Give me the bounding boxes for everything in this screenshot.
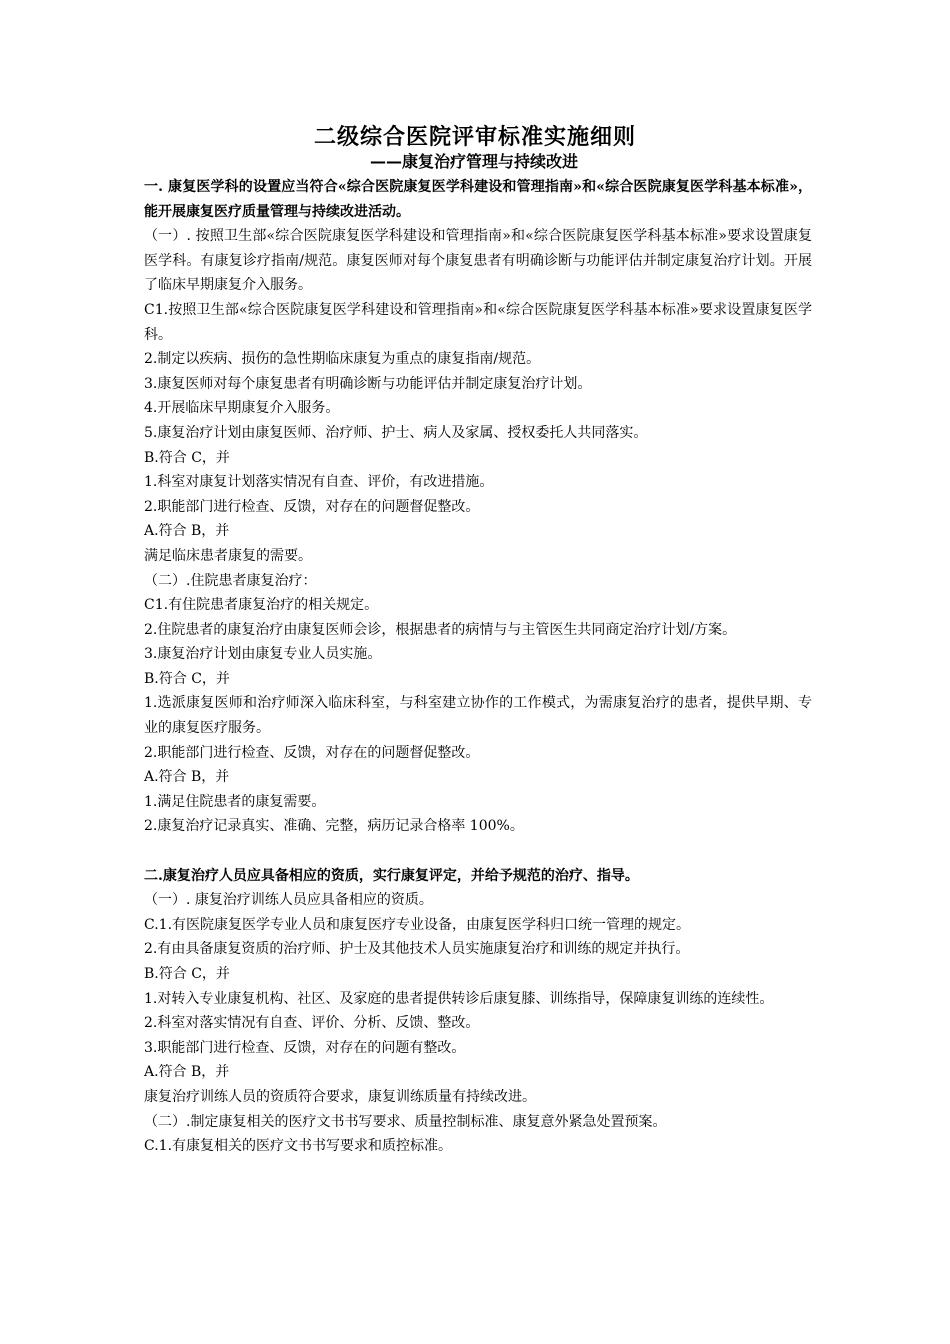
paragraph: A.符合 B，并: [144, 523, 230, 540]
paragraph: 1.满足住院患者的康复需要。: [144, 793, 326, 810]
paragraph: A.符合 B，并: [144, 1064, 230, 1081]
paragraph: （二）.制定康复相关的医疗文书书写要求、质量控制标准、康复意外紧急处置预案。: [144, 1113, 667, 1130]
paragraph: 4.开展临床早期康复介入服务。: [144, 400, 340, 417]
section-heading: 一. 康复医学科的设置应当符合«综合医院康复医学科建设和管理指南»和«综合医院康复医学科基本标准»，能开展康复医疗质量管理与持续改进活动。: [144, 179, 812, 220]
paragraph: B.符合 C，并: [144, 670, 230, 687]
paragraph: 康复治疗训练人员的资质符合要求，康复训练质量有持续改进。: [144, 1088, 536, 1105]
paragraph: （一）. 按照卫生部«综合医院康复医学科建设和管理指南»和«综合医院康复医学科基本标准»要求设置康复医学科。有康复诊疗指南/规范。康复医师对每个康复患者有明确诊断与功能评估并制定康复治疗计划。开展了临床早期康复介入服务。: [144, 228, 812, 294]
section-heading: 二.康复治疗人员应具备相应的资质，实行康复评定，并给予规范的治疗、指导。: [144, 867, 639, 884]
paragraph: C1.按照卫生部«综合医院康复医学科建设和管理指南»和«综合医院康复医学科基本标准»要求设置康复医学科。: [144, 301, 812, 343]
document-title: 二级综合医院评审标准实施细则: [313, 125, 636, 150]
paragraph: B.符合 C，并: [144, 449, 230, 466]
paragraph: 3.康复医师对每个康复患者有明确诊断与功能评估并制定康复治疗计划。: [144, 375, 592, 392]
paragraph: （二）.住院患者康复治疗：: [144, 572, 317, 589]
paragraph: C.1.有医院康复医学专业人员和康复医疗专业设备，由康复医学科归口统一管理的规定。: [144, 916, 691, 933]
paragraph: 2.住院患者的康复治疗由康复医师会诊，根据患者的病情与与主管医生共同商定治疗计划/方案。: [144, 621, 737, 638]
paragraph: B.符合 C，并: [144, 966, 230, 982]
blank-line: [144, 839, 812, 864]
paragraph: 2.职能部门进行检查、反馈，对存在的问题督促整改。: [144, 744, 480, 761]
paragraph: C.1.有康复相关的医疗文书书写要求和质控标准。: [144, 1138, 453, 1155]
paragraph: （一）. 康复治疗训练人员应具备相应的资质。: [144, 892, 433, 909]
paragraph: 2.有由具备康复资质的治疗师、护士及其他技术人员实施康复治疗和训练的规定并执行。: [144, 941, 690, 958]
paragraph: 2.康复治疗记录真实、准确、完整，病历记录合格率 100%。: [144, 818, 524, 835]
paragraph: 3.康复治疗计划由康复专业人员实施。: [144, 646, 382, 663]
paragraph: 1.科室对康复计划落实情况有自查、评价，有改进措施。: [144, 474, 494, 491]
paragraph: 满足临床患者康复的需要。: [144, 547, 312, 564]
paragraph: 2.制定以疾病、损伤的急性期临床康复为重点的康复指南/规范。: [144, 351, 541, 368]
document-body: [144, 175, 812, 1159]
paragraph: A.符合 B，并: [144, 769, 230, 786]
paragraph: 5.康复治疗计划由康复医师、治疗师、护士、病人及家属、授权委托人共同落实。: [144, 424, 648, 441]
paragraph: 2.科室对落实情况有自查、评价、分析、反馈、整改。: [144, 1015, 480, 1032]
paragraph: C1.有住院患者康复治疗的相关规定。: [144, 597, 379, 614]
paragraph: 2.职能部门进行检查、反馈，对存在的问题督促整改。: [144, 498, 480, 515]
paragraph: 3.职能部门进行检查、反馈，对存在的问题有整改。: [144, 1039, 466, 1056]
paragraph: 1.选派康复医师和治疗师深入临床科室，与科室建立协作的工作模式，为需康复治疗的患者，提供早期、专业的康复医疗服务。: [144, 695, 812, 737]
paragraph: 1.对转入专业康复机构、社区、及家庭的患者提供转诊后康复膝、训练指导，保障康复训练的连续性。: [144, 990, 774, 1007]
document-subtitle: ——康复治疗管理与持续改进: [370, 152, 579, 171]
